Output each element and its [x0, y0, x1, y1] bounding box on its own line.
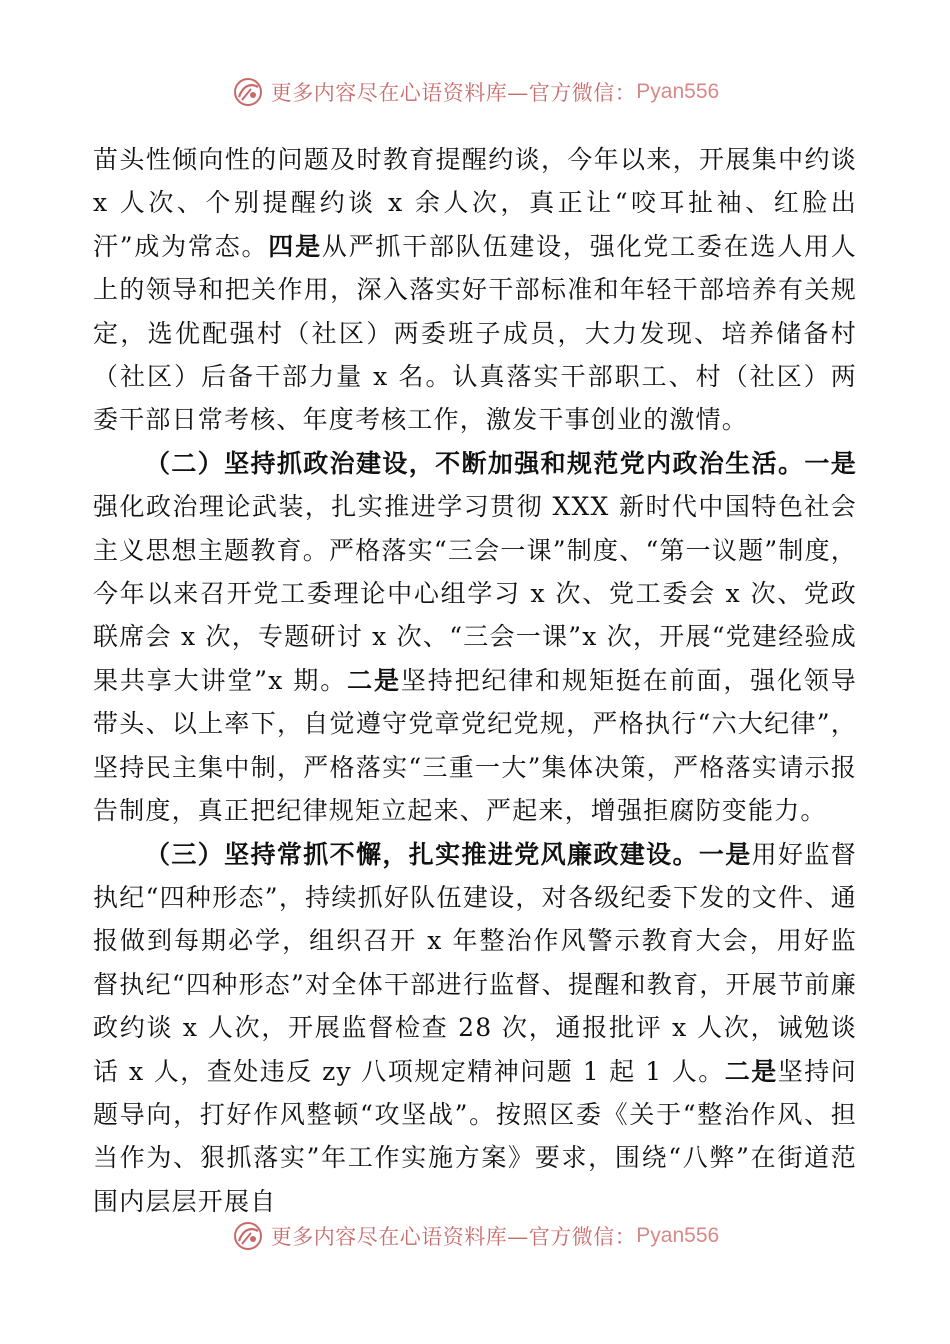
text-run: 强化政治理论武装，扎实推进学习贯彻 XXX 新时代中国特色社会主义思想主题教育。严格落实“三会一课”制度、“第一议题”制度，今年以来召开党工委理论中心组学习 x 次、党工委会 x 次、党政联席会 x 次，专题研讨 x 次、“三会一课”x 次，开展“党建经验成果共享大讲堂”x 期。 — [93, 492, 857, 695]
paragraph-1 — [93, 138, 857, 442]
logo-icon — [231, 1219, 265, 1253]
watermark-text: 更多内容尽在心语资料库—官方微信： — [270, 81, 637, 105]
text-run-bold: 四是 — [268, 231, 322, 261]
text-run: 坚持问题导向，打好作风整顿“攻坚战”。按照区委《关于“整治作风、担当作为、狠抓落实”年工作实施方案》要求，围绕“八弊”在街道范围内层层开展自 — [93, 1056, 857, 1216]
text-run: 苗头性倾向性的问题及时教育提醒约谈，今年以来，开展集中约谈 x 人次、个别提醒约谈 x 余人次，真正让“咬耳扯袖、红脸出汗”成为常态。 — [93, 145, 857, 261]
text-run-bold: 二是 — [347, 665, 401, 695]
watermark-id: Pyan556 — [636, 80, 720, 103]
paragraph-3 — [93, 833, 857, 1224]
section-heading: （二）坚持抓政治建设，不断加强和规范党内政治生活。 — [145, 448, 805, 478]
watermark-text: 更多内容尽在心语资料库—官方微信： — [270, 1225, 637, 1249]
header-watermark — [0, 72, 950, 112]
text-run-bold: 一是 — [804, 448, 857, 478]
text-run: 坚持把纪律和规矩挺在前面，强化领导带头、以上率下，自觉遵守党章党纪党规，严格执行“六大纪律”，坚持民主集中制，严格落实“三重一大”集体决策，严格落实请示报告制度，真正把纪律规矩立起来、严起来，增强拒腐防变能力。 — [93, 665, 858, 826]
document-body — [93, 138, 857, 1223]
text-run-bold: 一是 — [698, 839, 752, 869]
watermark-id: Pyan556 — [636, 1224, 720, 1247]
section-heading: （三）坚持常抓不懈，扎实推进党风廉政建设。 — [145, 839, 699, 869]
logo-icon — [231, 75, 265, 109]
paragraph-2 — [93, 442, 857, 833]
footer-watermark — [0, 1216, 950, 1256]
text-run-bold: 二是 — [724, 1056, 778, 1086]
text-run: 从严抓干部队伍建设，强化党工委在选人用人上的领导和把关作用，深入落实好干部标准和年轻干部培养有关规定，选优配强村（社区）两委班子成员，大力发现、培养储备村（社区）后备干部力量 x 名。认真落实干部职工、村（社区）两委干部日常考核、年度考核工作，激发干事创业的激情。 — [93, 231, 857, 435]
text-run: 用好监督执纪“四种形态”，持续抓好队伍建设，对各级纪委下发的文件、通报做到每期必学，组织召开 x 年整治作风警示教育大会，用好监督执纪“四种形态”对全体干部进行监督、提醒和教育，开展节前廉政约谈 x 人次，开展监督检查 28 次，通报批评 x 人次，诫勉谈话 x 人，查处违反 zy 八项规定精神问题 1 起 1 人。 — [93, 839, 858, 1086]
